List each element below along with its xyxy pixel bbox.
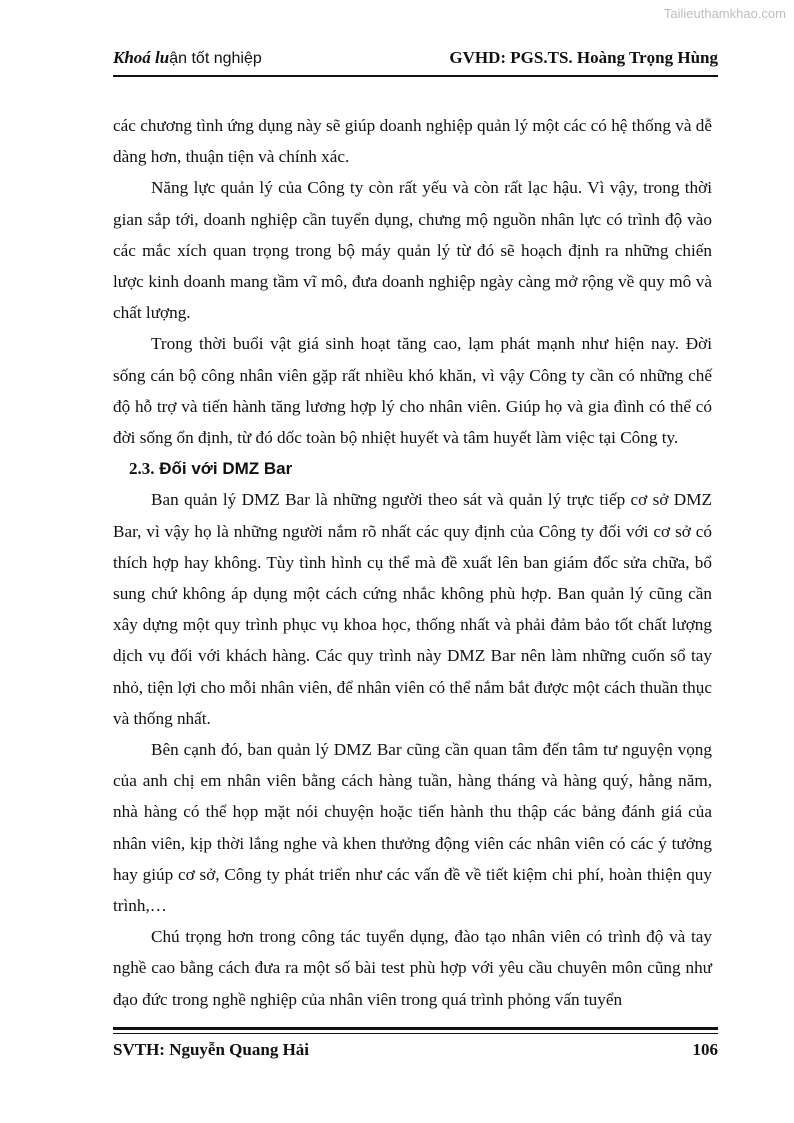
page-footer — [113, 1040, 718, 1064]
page-body — [113, 110, 712, 1015]
paragraph-3: Trong thời buổi vật giá sinh hoạt tăng cao, lạm phát mạnh như hiện nay. Đời sống cán bộ công nhân viên gặp rất nhiều khó khăn, vì vậy Công ty cần có những chế độ hỗ trợ và tiến hành tăng lương hợp lý cho nhân viên. Giúp họ và gia đình có thể có đời sống ổn định, từ đó dốc toàn bộ nhiệt huyết và tâm huyết làm việc tại Công ty. — [113, 334, 712, 448]
footer-author: SVTH: Nguyễn Quang Hải — [113, 1040, 310, 1059]
footer-rule-thick — [113, 1027, 718, 1030]
header-rule — [113, 75, 718, 77]
paragraph-1: các chương tình ứng dụng này sẽ giúp doanh nghiệp quản lý một các có hệ thống và dễ dàng hơn, thuận tiện và chính xác. — [113, 116, 712, 167]
page-number: 106 — [692, 1040, 718, 1059]
page-header — [113, 48, 718, 72]
section-heading — [113, 453, 712, 484]
paragraph-6: Chú trọng hơn trong công tác tuyển dụng, đào tạo nhân viên có trình độ và tay nghề cao bằng cách đưa ra một số bài test phù hợp với yêu cầu chuyên môn cũng như đạo đức trong nghề nghiệp của nhân viên trong quá trình phỏng vấn tuyển — [113, 927, 712, 1009]
header-title — [113, 48, 262, 68]
header-title-italic: Khoá lu — [113, 48, 170, 67]
section-title: Đối với DMZ Bar — [159, 459, 293, 479]
section-number: 2.3. — [129, 459, 155, 479]
paragraph-4: Ban quản lý DMZ Bar là những người theo sát và quản lý trực tiếp cơ sở DMZ Bar, vì vậy họ là những người nắm rõ nhất các quy định của Công ty đối với cơ sở có thích hợp hay không. Tùy tình hình cụ thể mà đề xuất lên ban giám đốc sửa chữa, bổ sung chứ không áp dụng một cách cứng nhắc không phù hợp. Ban quản lý cũng cần xây dựng một quy trình phục vụ khoa học, thống nhất và phải đảm bảo tốt chất lượng dịch vụ đối với khách hàng. Các quy trình này DMZ Bar nên làm những cuốn sổ tay nhỏ, tiện lợi cho mỗi nhân viên, để nhân viên có thể nắm bắt được một cách thuần thục và thống nhất. — [113, 490, 712, 728]
paragraph-2: Năng lực quản lý của Công ty còn rất yếu và còn rất lạc hậu. Vì vậy, trong thời gian sắp tới, doanh nghiệp cần tuyển dụng, chưng mộ nguồn nhân lực có trình độ vào các mắc xích quan trọng trong bộ máy quản lý từ đó sẽ hoạch định ra những chiến lược kinh doanh mang tầm vĩ mô, đưa doanh nghiệp ngày càng mở rộng về quy mô và chất lượng. — [113, 178, 712, 323]
watermark-text: Tailieuthamkhao.com — [663, 6, 786, 21]
paragraph-5: Bên cạnh đó, ban quản lý DMZ Bar cũng cần quan tâm đến tâm tư nguyện vọng của anh chị em nhân viên bằng cách hàng tuần, hàng tháng và hàng quý, hằng năm, nhà hàng có thể họp mặt nói chuyện hoặc tiến hành thu thập các bảng đánh giá của nhân viên, kịp thời lắng nghe và khen thưởng động viên các nhân viên có các ý tưởng hay giúp cơ sở, Công ty phát triển như các vấn đề về tiết kiệm chi phí, hoàn thiện quy trình,… — [113, 740, 712, 916]
header-advisor: GVHD: PGS.TS. Hoàng Trọng Hùng — [449, 48, 718, 67]
footer-rule-thin — [113, 1033, 718, 1034]
header-title-rest: ận tốt nghiệp — [169, 50, 262, 67]
